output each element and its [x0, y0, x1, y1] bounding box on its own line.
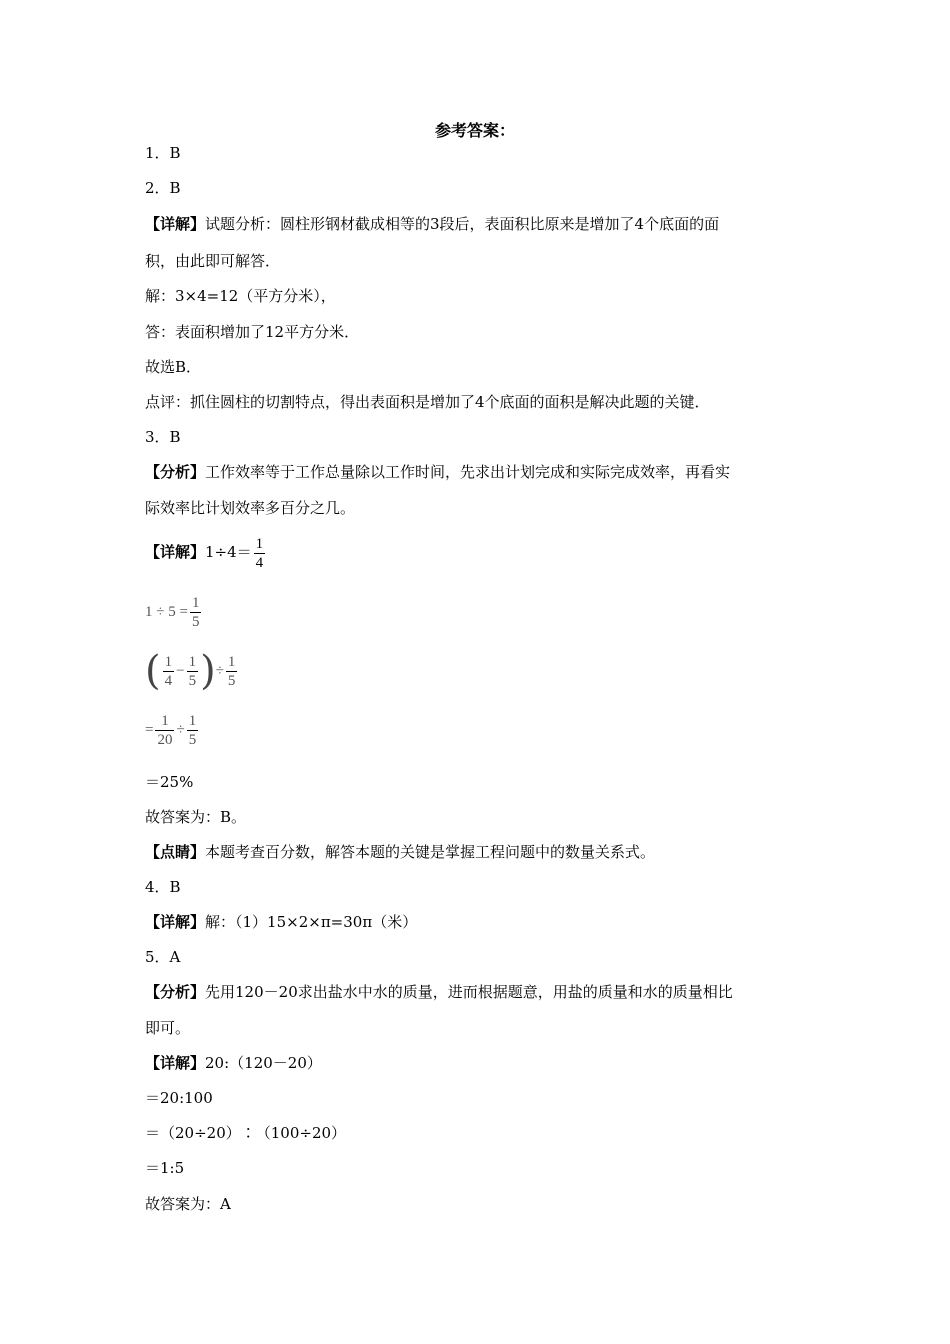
answer-2: 2．B — [145, 179, 181, 197]
left-paren: ( — [145, 648, 161, 694]
fraction: $\frac{1}{4}$ — [164, 653, 173, 689]
text-line: 答：表面积增加了12平方分米． — [145, 323, 360, 341]
math-text: 1 ÷ 5 = — [145, 604, 188, 620]
text-line: 故答案为：B。 — [145, 808, 247, 826]
comment-text: 本题考查百分数，解答本题的关键是掌握工程问题中的数量关系式。 — [205, 843, 656, 861]
fraction: $\frac{1}{5}$ — [191, 594, 200, 630]
detail-line — [145, 1053, 322, 1073]
fraction: $\frac{1}{5}$ — [188, 712, 197, 748]
answer-3: 3．B — [145, 428, 181, 446]
text-line: 故选B． — [145, 358, 202, 376]
text-line: ＝1:5 — [145, 1159, 185, 1177]
text-line: ＝20:100 — [145, 1089, 213, 1107]
math-line — [145, 648, 239, 694]
math-op: ÷ — [215, 663, 224, 679]
analysis-line — [145, 982, 733, 1002]
analysis-tag: 【分析】 — [145, 983, 206, 1001]
fraction: $\frac{1}{5}$ — [188, 653, 197, 689]
math-op: − — [176, 663, 185, 679]
right-paren: ) — [200, 648, 216, 694]
detail-line — [145, 214, 719, 234]
detail-text: 1÷4＝ — [205, 543, 252, 561]
text-line: ＝25% — [145, 773, 194, 791]
answer-5: 5．A — [145, 948, 181, 966]
text-line: 点评：抓住圆柱的切割特点，得出表面积是增加了4个底面的面积是解决此题的关键． — [145, 393, 710, 411]
comment-tag: 【点睛】 — [145, 843, 206, 861]
answer-1: 1．B — [145, 144, 181, 162]
detail-line-fraction — [145, 533, 267, 572]
text-line: 故答案为：A — [145, 1195, 231, 1213]
comment-line — [145, 842, 655, 862]
detail-text: 解：（1）15×2×π=30π（米） — [205, 913, 418, 931]
detail-tag: 【详解】 — [145, 215, 206, 233]
answer-4: 4．B — [145, 878, 181, 896]
fraction: $\frac{1}{5}$ — [227, 653, 236, 689]
detail-line — [145, 912, 417, 932]
text-line: 际效率比计划效率多百分之几。 — [145, 499, 356, 517]
math-line — [145, 592, 203, 631]
fraction: $\frac{1}{4}$ — [255, 535, 264, 571]
text-line: 解：3×4=12（平方分米）， — [145, 287, 336, 305]
math-line — [145, 710, 200, 749]
page-title: 参考答案： — [434, 121, 515, 140]
math-op: ÷ — [176, 722, 185, 738]
analysis-text: 先用120－20求出盐水中水的质量，进而根据题意，用盐的质量和水的质量相比 — [205, 983, 733, 1001]
analysis-tag: 【分析】 — [145, 463, 206, 481]
math-op: = — [145, 722, 154, 738]
analysis-line — [145, 462, 730, 482]
fraction: $\frac{1}{20}$ — [157, 712, 173, 748]
detail-tag: 【详解】 — [145, 1054, 206, 1072]
detail-text: 20:（120－20） — [205, 1054, 322, 1072]
text-line: 即可。 — [145, 1019, 191, 1037]
detail-tag: 【详解】 — [145, 913, 206, 931]
detail-tag: 【详解】 — [145, 543, 206, 561]
analysis-text: 工作效率等于工作总量除以工作时间，先求出计划完成和实际完成效率，再看实 — [205, 463, 731, 481]
text-line: 积，由此即可解答． — [145, 252, 281, 270]
text-line: ＝（20÷20）∶（100÷20） — [145, 1124, 347, 1142]
detail-text: 试题分析：圆柱形钢材截成相等的3段后，表面积比原来是增加了4个底面的面 — [205, 215, 720, 233]
